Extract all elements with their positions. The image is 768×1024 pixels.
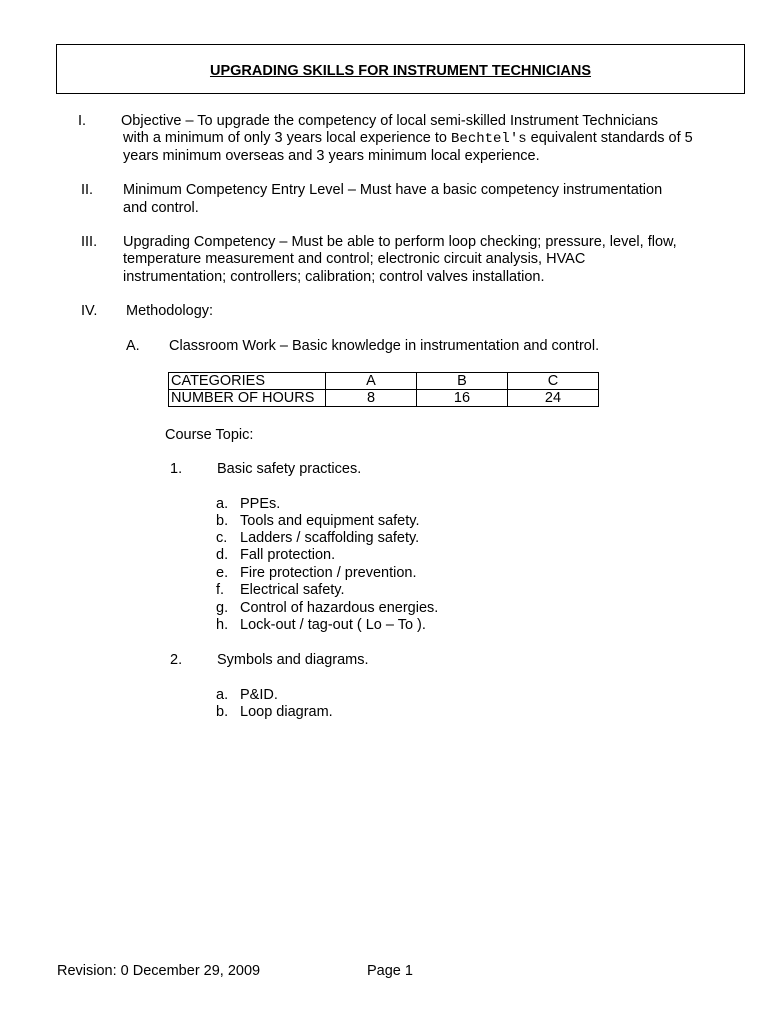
table-row	[169, 390, 599, 407]
list-item: P&ID.	[240, 687, 278, 703]
topic-number: 1.	[170, 461, 183, 477]
list-item-letter: b.	[216, 513, 229, 529]
list-item-letter: d.	[216, 547, 229, 563]
list-item: PPEs.	[240, 496, 281, 512]
list-item-letter: h.	[216, 617, 229, 633]
objective-line-2-pre: with a minimum of only 3 years local experience to	[123, 130, 452, 146]
table-cell: B	[417, 373, 508, 390]
section-number-i: I.	[78, 113, 87, 129]
objective-line-1: Objective – To upgrade the competency of local semi-skilled Instrument Technicians	[121, 113, 659, 129]
hours-table	[168, 372, 599, 407]
list-item-letter: g.	[216, 600, 229, 616]
list-item-letter: a.	[216, 687, 229, 703]
table-cell: C	[508, 373, 599, 390]
list-item: Tools and equipment safety.	[240, 513, 420, 529]
table-cell: A	[326, 373, 417, 390]
list-item: Electrical safety.	[240, 582, 345, 598]
entry-line-2: and control.	[123, 200, 199, 216]
list-item: Ladders / scaffolding safety.	[240, 530, 420, 546]
list-item-letter: e.	[216, 565, 229, 581]
table-row	[169, 373, 599, 390]
title-box	[56, 44, 745, 94]
list-item: Fire protection / prevention.	[240, 565, 417, 581]
topic-number: 2.	[170, 652, 183, 668]
table-cell: NUMBER OF HOURS	[169, 390, 326, 407]
topic-title: Basic safety practices.	[217, 461, 362, 477]
objective-line-3: years minimum overseas and 3 years minimum local experience.	[123, 148, 540, 164]
table-cell: CATEGORIES	[169, 373, 326, 390]
upgrading-line-1: Upgrading Competency – Must be able to perform loop checking; pressure, level, flow,	[123, 234, 677, 250]
table-cell: 8	[326, 390, 417, 407]
course-topic-label: Course Topic:	[165, 427, 254, 443]
list-item-letter: c.	[216, 530, 228, 546]
footer-page-number: Page 1	[367, 963, 413, 979]
footer-revision: Revision: 0 December 29, 2009	[57, 963, 261, 979]
list-item: Lock-out / tag-out ( Lo – To ).	[240, 617, 426, 633]
list-item-letter: a.	[216, 496, 229, 512]
section-number-ii: II.	[81, 182, 94, 198]
table-cell: 24	[508, 390, 599, 407]
list-item-letter: f.	[216, 582, 225, 598]
document-title: UPGRADING SKILLS FOR INSTRUMENT TECHNICIANS	[209, 63, 592, 79]
objective-line-2	[123, 130, 693, 148]
list-item-letter: b.	[216, 704, 229, 720]
list-item: Control of hazardous energies.	[240, 600, 439, 616]
methodology-label: Methodology:	[126, 303, 214, 319]
classroom-text: Classroom Work – Basic knowledge in instrumentation and control.	[169, 338, 600, 354]
objective-line-2-post: equivalent standards of 5	[526, 130, 693, 146]
list-item: Fall protection.	[240, 547, 336, 563]
section-number-iv: IV.	[81, 303, 98, 319]
classroom-letter: A.	[126, 338, 140, 354]
upgrading-line-3: instrumentation; controllers; calibration; control valves installation.	[123, 269, 545, 285]
list-item: Loop diagram.	[240, 704, 333, 720]
topic-title: Symbols and diagrams.	[217, 652, 369, 668]
entry-line-1: Minimum Competency Entry Level – Must have a basic competency instrumentation	[123, 182, 663, 198]
section-number-iii: III.	[81, 234, 98, 250]
company-name: Bechtel's	[451, 131, 527, 147]
table-cell: 16	[417, 390, 508, 407]
upgrading-line-2: temperature measurement and control; electronic circuit analysis, HVAC	[123, 251, 586, 267]
